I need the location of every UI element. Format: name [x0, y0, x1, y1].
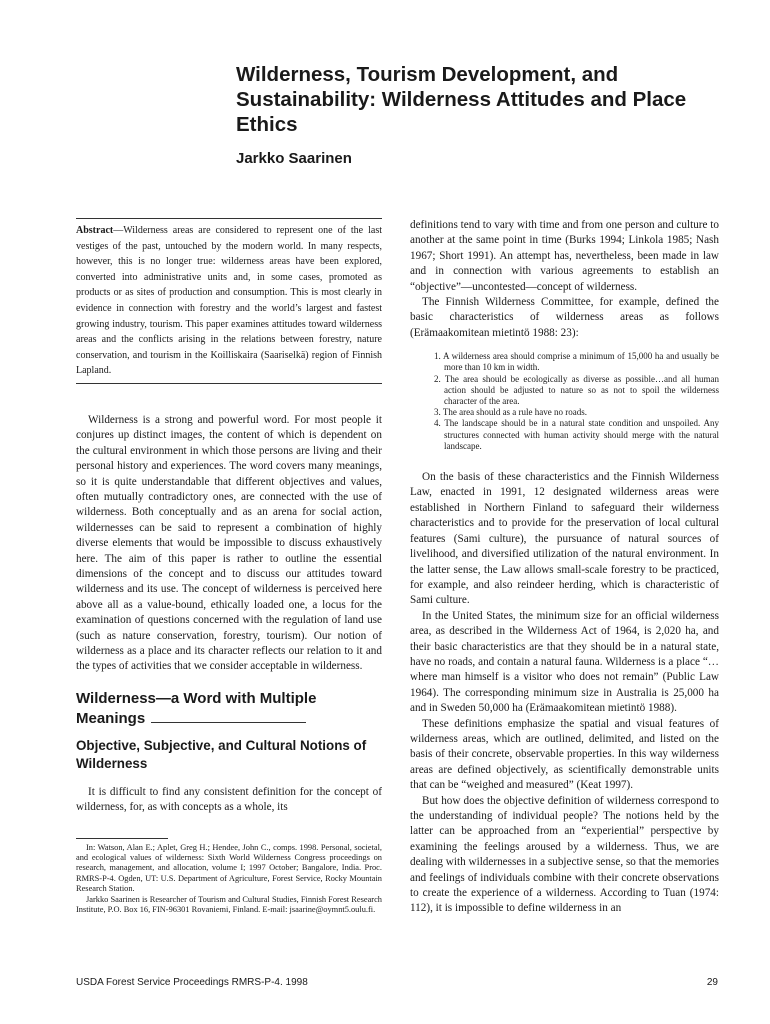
footer-source: USDA Forest Service Proceedings RMRS-P-4. 1998: [76, 977, 308, 988]
paragraph-finnish-law: On the basis of these characteristics and the Finnish Wilderness Law, enacted in 1991, 12 designated wilderness areas were established in Northern Finland to safeguard their wilderness characteristics and to provide for the preservation of local cultural features (Sami culture), the pursuance of natural sources of livelihood, and diversified utilization of the natural environment. In the latter sense, the Law allows small-scale forestry to be practiced, for example, and also reindeer herding, which is characteristic of Sami culture.: [410, 471, 719, 607]
page-number: 29: [706, 977, 718, 988]
paper-title: Wilderness, Tourism Development, and Sustainability: Wilderness Attitudes and Place Ethics: [236, 63, 687, 136]
section-heading-text: Wilderness—a Word with Multiple Meanings: [76, 689, 317, 727]
paragraph-emphasis: These definitions emphasize the spatial and visual features of wilderness areas, which are outlined, delimited, and listed on the basis of their concrete, observable properties. In this way wilderness areas are defined objectively, as scientifically demonstrable units that can be “weighed and measured” (Keat 1997).: [410, 717, 719, 792]
author-name: Jarkko Saarinen: [236, 150, 352, 167]
list-item: 4. The landscape should be in a natural state condition and unspoiled. Any structures connected with human activity should merge with the natural landscape.: [434, 418, 719, 451]
paragraph-subjective: But how does the objective definition of wilderness correspond to the understanding of individual people? The notions held by the latter can be approached from an “experiential” perspective by examining the feelings aroused by a wilderness. Thus, we are dealing with wildernesses in a subjective sense, so that the memories and feelings of individuals combine with their concrete observations to create the experience of a wilderness. According to Tuan (1974: 112), it is impossible to define wilderness in an: [410, 794, 719, 915]
left-column: [76, 218, 382, 916]
subsection-heading: Objective, Subjective, and Cultural Notions of Wilderness: [76, 737, 367, 771]
heading-rule: [151, 722, 306, 723]
paragraph-united-states: In the United States, the minimum size for an official wilderness area, as described in the Wilderness Act of 1964, is 2,020 ha, and their basic characteristics are that they should be in a natural state, have no roads, and contain a natural fauna. Wilderness is a place “…where man himself is a visitor who does not remain” (Public Law 1964). The corresponding minimum size in Australia is 25,000 ha and in Sweden 50,000 ha (Erämaakomitean mietintö 1988).: [410, 609, 719, 715]
list-item: 3. The area should as a rule have no roads.: [434, 407, 588, 418]
section-heading: [76, 689, 382, 729]
intro-paragraph: Wilderness is a strong and powerful word. For most people it conjures up distinct images, the content of which is dependent on the cultural environment in which those persons are living and their personal history and experiences. The word covers many meanings, so it is quite understandable that different objectives and values, often mutually contradictory ones, are connected with the use of wilderness. Both conceptually and as an arena for social action, wildernesses can be said to represent a combination of highly diverse elements that would be impossible to discuss exhaustively here. The aim of this paper is rather to outline the essential dimensions of the concept and to discuss our attitudes toward wilderness and its use. The concept of wilderness is perceived here above all as a value-bound, ethically loaded one, a locus for the examination of questions concerned with the regulation of land use (such as nature conservation, forestry, tourism). Our notion of wilderness as a place and its character reflects our relation to it and the types of activities that we consider acceptable in wilderness.: [76, 413, 382, 673]
criteria-list: [410, 351, 719, 452]
paragraph-finnish-committee: The Finnish Wilderness Committee, for example, defined the basic characteristics of wilderness areas as follows (Erämaakomitean mietintö 1988: 23):: [410, 296, 719, 339]
abstract-block: [76, 218, 382, 384]
paragraph-definitions: definitions tend to vary with time and from one person and culture to another at the same point in time (Burks 1994; Linkola 1985; Nash 1967; Short 1991). An attempt has, nevertheless, been made in law and in connection with various agreements to establish an “objective”—uncontested—concept of wilderness.: [410, 219, 719, 293]
footnote-divider: [76, 838, 168, 839]
abstract-text: —Wilderness areas are considered to represent one of the last vestiges of the past, untouched by the modern world. In many respects, however, this is no longer true: wilderness areas have been explored, converted into administrative units and, in some cases, promoted as products or as sites of production and consumption. This is most clearly in evidence in connection with forestry and the world’s largest and fastest growing industry, tourism. This paper examines attitudes toward wilderness areas and the conflicts arising in the relations between forestry, nature conservation, and tourism in the Koilliskaira (Saariselkä) region of Finnish Lapland.: [76, 225, 382, 377]
subsection-paragraph: It is difficult to find any consistent definition for the concept of wilderness, for, as with concepts as a whole, its: [76, 785, 382, 814]
abstract-label: Abstract: [76, 225, 114, 236]
footnote-citation: In: Watson, Alan E.; Aplet, Greg H.; Hendee, John C., comps. 1998. Personal, societal, and ecological values of wilderness: Sixth World Wilderness Congress proceedings on research, management, and allocation, volume I; 1997 October; Bangalore, India. Proc. RMRS-P-4. Ogden, UT: U.S. Department of Agriculture, Forest Service, Rocky Mountain Research Station.: [76, 842, 382, 894]
footnote-author: Jarkko Saarinen is Researcher of Tourism and Cultural Studies, Finnish Forest Research Institute, P.O. Box 16, FIN-96301 Rovaniemi, Finland. E-mail: jsaarine@oymnt5.oulu.fi.: [76, 894, 382, 915]
list-item: 2. The area should be ecologically as diverse as possible…and all human action should be adjusted to nature so as not to spoil the wilderness character of the area.: [434, 373, 719, 407]
list-item: 1. A wilderness area should comprise a minimum of 15,000 ha and usually be more than 10 km in width.: [434, 351, 719, 373]
right-column: [410, 218, 719, 917]
